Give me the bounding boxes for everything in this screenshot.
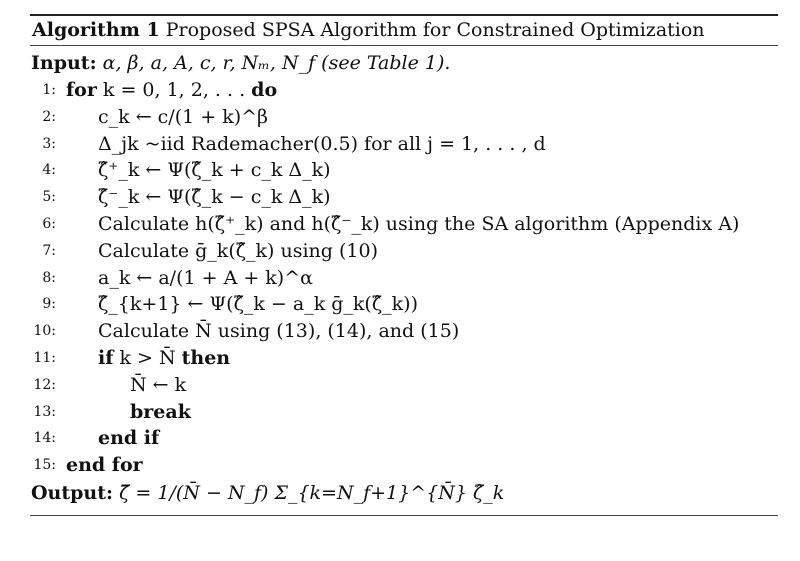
line-content [130, 399, 191, 426]
algorithm-line [30, 157, 778, 184]
line-content [98, 157, 331, 184]
line-keyword: if [98, 346, 114, 369]
line-number: 5: [42, 189, 56, 206]
line-keyword: then [181, 346, 231, 369]
algorithm-line [30, 238, 778, 265]
line-text: Calculate ḡ_k(ζ̂_k) using (10) [98, 239, 378, 262]
input-text: α, β, a, A, c, r, Nₘ, N_f (see Table 1). [102, 52, 451, 74]
line-content [98, 238, 378, 265]
line-content [98, 131, 546, 158]
algorithm-line [30, 372, 778, 399]
line-number: 12: [33, 376, 56, 393]
output-keyword: Output: [31, 481, 114, 504]
algorithm-caption [30, 16, 778, 45]
algorithm-line [30, 399, 778, 426]
algorithm-line [30, 318, 778, 345]
line-content [98, 318, 459, 345]
line-text: k = 0, 1, 2, . . . [96, 79, 252, 101]
line-text: ζ̂⁻_k ← Ψ(ζ̂_k − c_k Δ_k) [98, 186, 331, 209]
algorithm-line [30, 77, 778, 104]
line-number: 3: [42, 135, 56, 152]
algorithm-line [30, 265, 778, 292]
line-number: 13: [33, 403, 56, 420]
algorithm-title: Proposed SPSA Algorithm for Constrained Optimization [165, 19, 705, 41]
algorithm-line [30, 291, 778, 318]
line-text: ζ̂⁺_k ← Ψ(ζ̂_k + c_k Δ_k) [98, 159, 331, 182]
line-number: 2: [42, 108, 56, 125]
line-number: 4: [42, 162, 56, 179]
line-text: a_k ← a/(1 + A + k)^α [98, 266, 313, 289]
line-content [66, 452, 143, 479]
algorithm-box [30, 14, 778, 516]
line-content [66, 77, 277, 104]
line-number: 9: [42, 296, 56, 313]
line-content [98, 265, 313, 292]
algorithm-label: Algorithm 1 [32, 19, 160, 41]
line-number: 7: [42, 242, 56, 259]
line-content [98, 211, 739, 238]
input-line [30, 50, 778, 77]
line-content [98, 345, 230, 372]
line-keyword: do [251, 79, 278, 101]
algorithm-line [30, 104, 778, 131]
line-text: Δ_jk ~iid Rademacher(0.5) for all j = 1, . . . , d [98, 132, 546, 155]
line-content [98, 184, 331, 211]
algorithm-line [30, 211, 778, 238]
line-number: 14: [33, 430, 56, 447]
line-text: Calculate N̄ using (13), (14), and (15) [98, 320, 460, 343]
output-text: ζ̄ = 1/(N̄ − N_f) Σ_{k=N_f+1}^{N̄} ζ̂_k [119, 481, 505, 504]
line-keyword: end if [98, 427, 160, 450]
output-line [30, 479, 778, 507]
algorithm-line [30, 425, 778, 452]
line-number: 10: [33, 323, 56, 340]
algorithm-body [30, 46, 778, 507]
algorithm-line [30, 452, 778, 479]
bottom-rule [30, 515, 778, 516]
line-number: 1: [42, 82, 56, 98]
line-text: ζ̂_{k+1} ← Ψ(ζ̂_k − a_k ḡ_k(ζ̂_k)) [98, 293, 418, 316]
line-text: Calculate h(ζ̂⁺_k) and h(ζ̂⁻_k) using the SA algorithm (Appendix A) [98, 212, 740, 235]
algorithm-line [30, 345, 778, 372]
line-keyword: end for [66, 454, 143, 477]
algorithm-line [30, 131, 778, 158]
line-number: 6: [42, 215, 56, 232]
line-text: k > N̄ [113, 346, 182, 369]
line-keyword: for [66, 79, 97, 101]
algorithm-lines [30, 77, 778, 479]
line-content [98, 291, 418, 318]
line-content [98, 104, 268, 131]
line-text: c_k ← c/(1 + k)^β [98, 105, 269, 128]
line-number: 11: [33, 349, 56, 366]
input-keyword: Input: [31, 52, 97, 74]
algorithm-line [30, 184, 778, 211]
line-text: N̄ ← k [130, 373, 187, 396]
line-content [98, 425, 159, 452]
line-keyword: break [130, 400, 191, 423]
line-number: 8: [42, 269, 56, 286]
line-content [130, 372, 186, 399]
line-number: 15: [33, 457, 56, 474]
